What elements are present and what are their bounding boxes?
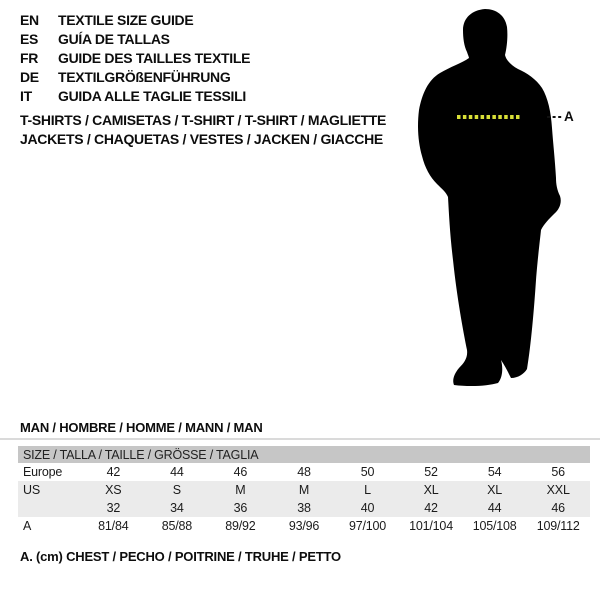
table-cell: 44: [170, 465, 184, 479]
measurement-footnote: A. (cm) CHEST / PECHO / POITRINE / TRUHE / PETTO: [20, 549, 341, 564]
table-cell: 44: [463, 499, 527, 517]
table-row: [18, 517, 590, 535]
language-guide: [20, 10, 400, 105]
row-label: US: [18, 481, 82, 499]
table-cell: 89/92: [225, 519, 256, 533]
man-silhouette-figure: [410, 0, 600, 400]
table-cell: 48: [297, 465, 311, 479]
language-label: GUIDA ALLE TAGLIE TESSILI: [58, 87, 246, 104]
table-cell: 85/88: [161, 519, 192, 533]
section-title-man: MAN / HOMBRE / HOMME / MANN / MAN: [20, 420, 263, 435]
table-cell: 52: [424, 465, 438, 479]
category-line-tshirts: T-SHIRTS / CAMISETAS / T-SHIRT / T-SHIRT / MAGLIETTE: [20, 112, 387, 128]
size-table: [18, 446, 590, 535]
table-cell: 105/108: [472, 519, 517, 533]
table-cell: 97/100: [348, 519, 387, 533]
table-cell: 34: [145, 499, 209, 517]
language-label: TEXTILGRÖßENFÜHRUNG: [58, 68, 231, 85]
table-cell: 46: [233, 465, 248, 479]
language-code: DE: [20, 68, 39, 85]
table-cell: M: [272, 481, 336, 499]
measure-label-a: A: [564, 109, 574, 124]
language-code: ES: [20, 30, 39, 47]
language-row: [20, 10, 400, 29]
table-cell: 40: [336, 499, 400, 517]
table-cell: 46: [526, 499, 590, 517]
table-cell: 38: [272, 499, 336, 517]
table-cell: 81/84: [98, 519, 129, 533]
table-cell: 42: [106, 465, 121, 479]
table-cell: 56: [551, 465, 565, 479]
table-cell: 109/112: [536, 519, 580, 533]
table-row: [18, 499, 590, 517]
table-cell: 54: [487, 465, 502, 479]
table-cell: S: [145, 481, 209, 499]
language-code: EN: [20, 11, 39, 28]
garment-categories: [20, 111, 420, 149]
table-cell: XL: [463, 481, 527, 499]
man-silhouette: [410, 0, 600, 400]
table-cell: XL: [399, 481, 463, 499]
table-cell: 32: [82, 499, 146, 517]
language-label: GUIDE DES TAILLES TEXTILE: [58, 49, 251, 66]
table-cell: 93/96: [288, 519, 320, 533]
table-cell: L: [336, 481, 400, 499]
size-table-wrap: [18, 446, 590, 535]
row-label: A: [23, 519, 32, 533]
language-row: [20, 48, 400, 67]
table-header-row: [18, 446, 590, 463]
table-cell: 50: [360, 465, 375, 479]
language-label: GUÍA DE TALLAS: [58, 30, 170, 47]
language-code: IT: [20, 87, 32, 104]
row-label: Europe: [23, 465, 63, 479]
table-cell: XS: [82, 481, 146, 499]
table-cell: 36: [209, 499, 273, 517]
category-line-jackets: JACKETS / CHAQUETAS / VESTES / JACKEN / GIACCHE: [20, 131, 383, 147]
divider-line: [0, 438, 600, 440]
table-cell: XXL: [526, 481, 590, 499]
language-label: TEXTILE SIZE GUIDE: [58, 11, 194, 28]
table-header-cell: SIZE / TALLA / TAILLE / GRÖSSE / TAGLIA: [18, 446, 590, 463]
table-row: [18, 481, 590, 499]
language-row: [20, 29, 400, 48]
man-silhouette-path: [418, 9, 561, 386]
table-row: [18, 463, 590, 481]
language-row: [20, 67, 400, 86]
table-cell: 101/104: [409, 519, 453, 533]
language-row: [20, 86, 400, 105]
language-code: FR: [20, 49, 39, 66]
row-label: [18, 499, 82, 517]
table-cell: 42: [399, 499, 463, 517]
table-cell: M: [209, 481, 273, 499]
